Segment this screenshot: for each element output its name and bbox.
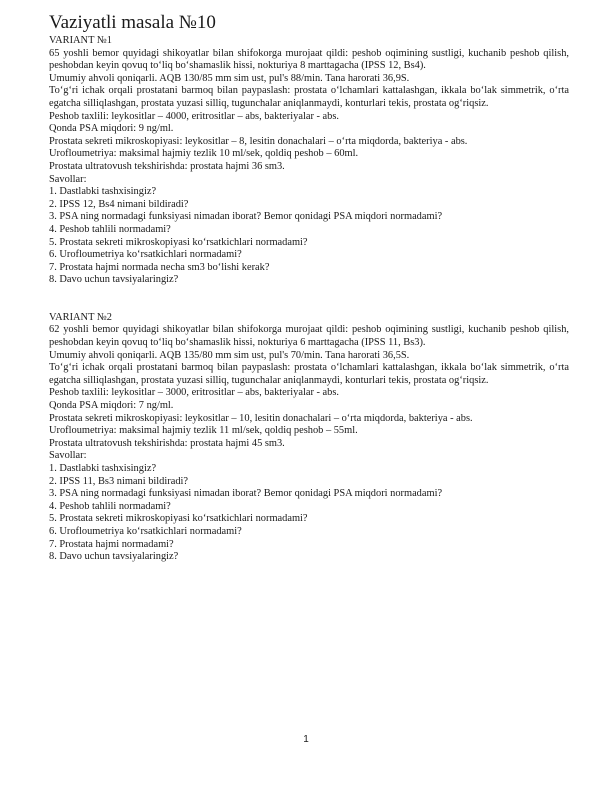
complaint-paragraph: 62 yoshli bemor quyidagi shikoyatlar bilan shifokorga murojaat qildi: peshob oqimining sustligi, kuchanib peshob qilish, peshobdan keyin qovuq to‘liq bo‘shamaslik hissi, nokturiya 6 marttagacha (IPSS 11, Bs3).	[49, 324, 569, 349]
document-title: Vaziyatli masala №10	[49, 12, 216, 33]
question-item: 6. Urofloumetriya ko‘rsatkichlari normadami?	[49, 249, 242, 261]
secretion-microscopy: Prostata sekreti mikroskopiyasi: leykositlar – 10, lesitin donachalari – o‘rta miqdorda, bakteriya - abs.	[49, 412, 473, 424]
urine-analysis: Peshob taxlili: leykositlar – 3000, eritrositlar – abs, bakteriyalar - abs.	[49, 387, 340, 399]
page-number: 1	[303, 734, 309, 745]
ultrasound-result: Prostata ultratovush tekshirishda: prostata hajmi 36 sm3.	[49, 160, 285, 172]
uroflowmetry: Urofloumetriya: maksimal hajmiy tezlik 10 ml/sek, qoldiq peshob – 60ml.	[49, 148, 359, 160]
question-item: 2. IPSS 11, Bs3 nimani bildiradi?	[49, 475, 189, 487]
variant-1	[49, 35, 569, 287]
questions-label: Savollar:	[49, 450, 87, 462]
section-spacer	[49, 287, 569, 312]
psa-level: Qonda PSA miqdori: 7 ng/ml.	[49, 400, 174, 412]
variant-heading: VARIANT №1	[49, 35, 112, 46]
question-item: 6. Urofloumetriya ko‘rsatkichlari normadami?	[49, 525, 242, 537]
question-item: 5. Prostata sekreti mikroskopiyasi ko‘rsatkichlari normadami?	[49, 236, 308, 248]
rectal-exam-paragraph: To‘g‘ri ichak orqali prostatani barmoq bilan paypaslash: prostata o‘lchamlari kattalashgan, ikkala bo‘lak simmetrik, o‘rta egatcha silliqlashgan, prostata yuzasi silliq, tugunchalar aniqlanmaydi, konturlari tekis, prostata og‘riqsiz.	[49, 85, 569, 109]
question-item: 4. Peshob tahlili normadami?	[49, 223, 171, 235]
question-item: 8. Davo uchun tavsiyalaringiz?	[49, 551, 179, 563]
question-item: 3. PSA ning normadagi funksiyasi nimadan iborat? Bemor qonidagi PSA miqdori normadami?	[49, 211, 443, 223]
question-item: 8. Davo uchun tavsiyalaringiz?	[49, 274, 179, 286]
secretion-microscopy: Prostata sekreti mikroskopiyasi: leykositlar – 8, lesitin donachalari – o‘rta miqdorda, bakteriya - abs.	[49, 135, 468, 147]
document-page	[49, 12, 569, 564]
question-item: 1. Dastlabki tashxisingiz?	[49, 186, 157, 198]
question-item: 3. PSA ning normadagi funksiyasi nimadan iborat? Bemor qonidagi PSA miqdori normadami?	[49, 488, 443, 500]
psa-level: Qonda PSA miqdori: 9 ng/ml.	[49, 123, 174, 135]
question-item: 7. Prostata hajmi normada necha sm3 bo‘lishi kerak?	[49, 261, 270, 273]
question-item: 7. Prostata hajmi normadami?	[49, 538, 174, 550]
ultrasound-result: Prostata ultratovush tekshirishda: prostata hajmi 45 sm3.	[49, 437, 285, 449]
uroflowmetry: Urofloumetriya: maksimal hajmiy tezlik 11 ml/sek, qoldiq peshob – 55ml.	[49, 425, 358, 437]
question-item: 2. IPSS 12, Bs4 nimani bildiradi?	[49, 198, 189, 210]
questions-label: Savollar:	[49, 173, 87, 185]
general-condition: Umumiy ahvoli qoniqarli. AQB 130/85 mm sim ust, pul's 88/min. Tana harorati 36,9S.	[49, 72, 410, 84]
question-item: 5. Prostata sekreti mikroskopiyasi ko‘rsatkichlari normadami?	[49, 513, 308, 525]
variant-2	[49, 312, 569, 564]
general-condition: Umumiy ahvoli qoniqarli. AQB 135/80 mm sim ust, pul's 70/min. Tana harorati 36,5S.	[49, 349, 410, 361]
urine-analysis: Peshob taxlili: leykositlar – 4000, eritrositlar – abs, bakteriyalar - abs.	[49, 110, 340, 122]
variant-heading: VARIANT №2	[49, 311, 112, 323]
question-item: 4. Peshob tahlili normadami?	[49, 500, 171, 512]
question-item: 1. Dastlabki tashxisingiz?	[49, 463, 157, 474]
complaint-paragraph: 65 yoshli bemor quyidagi shikoyatlar bilan shifokorga murojaat qildi: peshob oqimining sustligi, kuchanib peshob qilish, peshobdan keyin qovuq to‘liq bo‘shamaslik hissi, nokturiya 8 marttagacha (IPSS 12, Bs4).	[49, 47, 569, 72]
rectal-exam-paragraph: To‘g‘ri ichak orqali prostatani barmoq bilan paypaslash: prostata o‘lchamlari kattalashgan, ikkala bo‘lak simmetrik, o‘rta egatcha silliqlashgan, prostata yuzasi silliq, tugunchalar aniqlanmaydi, konturlari tekis, prostata og‘riqsiz.	[49, 362, 569, 386]
